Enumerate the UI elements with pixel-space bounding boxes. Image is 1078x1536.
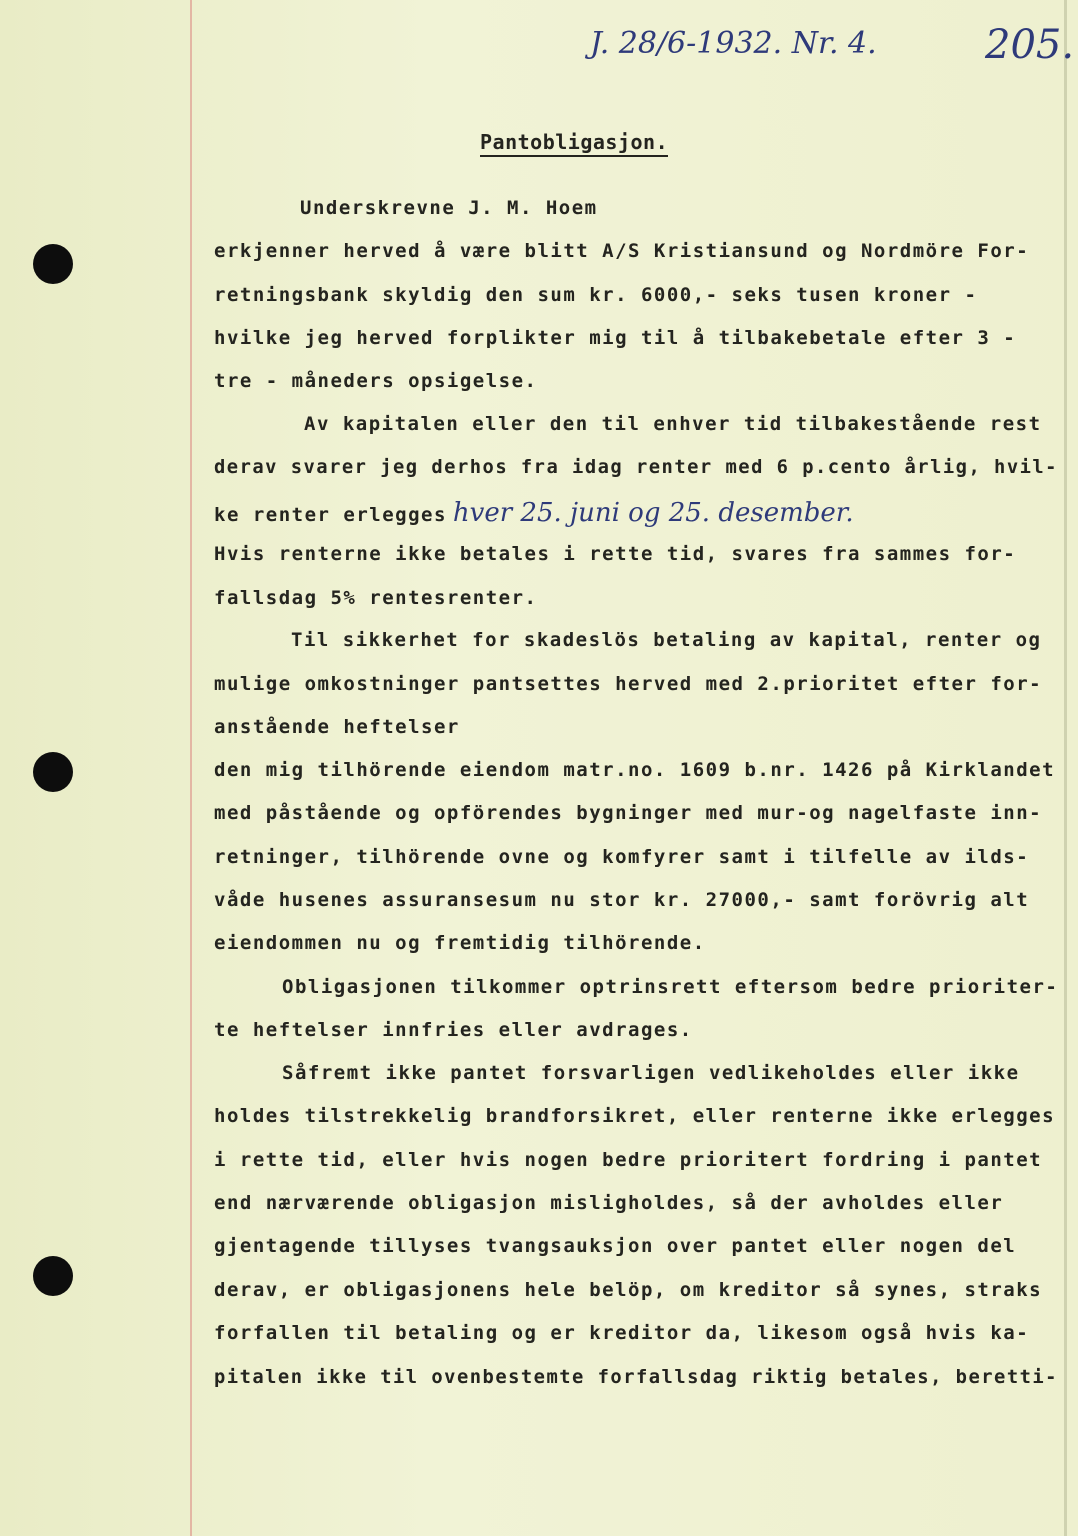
text-line: den mig tilhörende eiendom matr.no. 1609 b.nr. 1426 på Kirklandet [214, 759, 1056, 781]
page-edge [1064, 0, 1067, 1536]
text-line: forfallen til betaling og er kreditor da, likesom også hvis ka- [214, 1322, 1030, 1344]
text-line: te heftelser innfries eller avdrages. [214, 1019, 693, 1041]
text-line: Til sikkerhet for skadeslös betaling av kapital, renter og [291, 629, 1042, 651]
text-line: fallsdag 5% rentesrenter. [214, 587, 538, 609]
handwritten-insert: hver 25. juni og 25. desember. [452, 498, 854, 528]
text-line: derav svarer jeg derhos fra idag renter med 6 p.cento årlig, hvil- [214, 456, 1058, 478]
text-line: derav, er obligasjonens hele belöp, om kreditor så synes, straks [214, 1279, 1043, 1301]
text-line: end nærværende obligasjon misligholdes, så der avholdes eller [214, 1192, 1004, 1214]
text-line: Såfremt ikke pantet forsvarligen vedlikeholdes eller ikke [282, 1062, 1020, 1084]
text-line: i rette tid, eller hvis nogen bedre prioritert fordring i pantet [214, 1149, 1043, 1171]
margin-rule [190, 0, 192, 1536]
text-line: Hvis renterne ikke betales i rette tid, svares fra sammes for- [214, 543, 1017, 565]
text-line: pitalen ikke til ovenbestemte forfallsdag riktig betales, beretti- [214, 1366, 1058, 1388]
text-line: hvilke jeg herved forplikter mig til å tilbakebetale efter 3 - [214, 327, 1017, 349]
text-line: med påstående og opförendes bygninger med mur-og nagelfaste inn- [214, 802, 1043, 824]
document-title: Pantobligasjon. [480, 130, 668, 157]
text-line: tre - måneders opsigelse. [214, 370, 538, 392]
text-line: Obligasjonen tilkommer optrinsrett eftersom bedre prioriter- [282, 976, 1059, 998]
text-line: Av kapitalen eller den til enhver tid tilbakestående rest [304, 413, 1042, 435]
text-line: ke renter erlegges [214, 504, 447, 526]
punch-hole-middle [33, 752, 73, 792]
text-line: retningsbank skyldig den sum kr. 6000,- seks tusen kroner - [214, 284, 978, 306]
text-line: gjentagende tillyses tvangsauksjon over pantet eller nogen del [214, 1235, 1017, 1257]
page-number: 205. [985, 22, 1075, 68]
punch-hole-top [33, 244, 73, 284]
punch-hole-bottom [33, 1256, 73, 1296]
text-line: holdes tilstrekkelig brandforsikret, eller renterne ikke erlegges [214, 1105, 1056, 1127]
text-line: mulige omkostninger pantsettes herved med 2.prioritet efter for- [214, 673, 1043, 695]
text-line: retninger, tilhörende ovne og komfyrer samt i tilfelle av ilds- [214, 846, 1030, 868]
handwritten-header-note: J. 28/6-1932. Nr. 4. [590, 26, 877, 61]
text-line: anstående heftelser [214, 716, 460, 738]
text-line: Underskrevne J. M. Hoem [300, 197, 598, 219]
text-line: erkjenner herved å være blitt A/S Kristiansund og Nordmöre For- [214, 240, 1030, 262]
text-line: eiendommen nu og fremtidig tilhörende. [214, 932, 706, 954]
text-line-with-insert [214, 498, 854, 528]
text-line: våde husenes assuransesum nu stor kr. 27000,- samt forövrig alt [214, 889, 1030, 911]
